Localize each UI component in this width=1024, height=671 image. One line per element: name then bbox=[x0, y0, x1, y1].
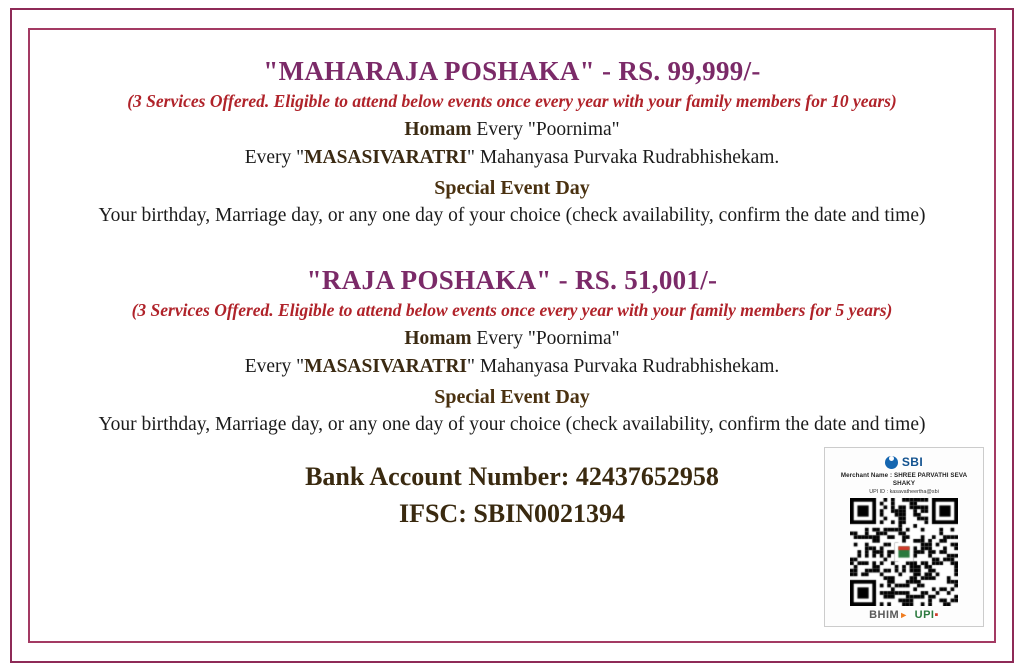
homam-label: Homam bbox=[404, 327, 472, 349]
package-block-raja bbox=[48, 265, 976, 437]
masasivaratri-prefix: Every " bbox=[244, 147, 305, 169]
bank-account-number: Bank Account Number: 42437652958 bbox=[305, 461, 719, 491]
masasivaratri-label: MASASIVARATRI bbox=[304, 356, 467, 378]
masasivaratri-suffix: " Mahanyasa Purvaka Rudrabhishekam. bbox=[467, 356, 780, 378]
upi-logo-icon: UPI▪ bbox=[914, 608, 939, 621]
masasivaratri-label: MASASIVARATRI bbox=[304, 147, 467, 169]
section-spacer bbox=[48, 231, 976, 259]
upi-qr-card bbox=[824, 447, 984, 627]
package-subtitle: (3 Services Offered. Eligible to attend below events once every year with your family members for 10 years) bbox=[127, 91, 897, 112]
sbi-logo-icon bbox=[885, 456, 898, 469]
special-event-detail: Your birthday, Marriage day, or any one day of your choice (check availability, confirm the date and time) bbox=[98, 204, 926, 226]
masasivaratri-suffix: " Mahanyasa Purvaka Rudrabhishekam. bbox=[467, 147, 780, 169]
bhim-logo-icon: BHIM► bbox=[869, 608, 909, 621]
merchant-name: Merchant Name : SHREE PARVATHI SEVA SHAKY bbox=[840, 472, 968, 488]
payment-marks bbox=[831, 609, 977, 621]
homam-detail: Every "Poornima" bbox=[471, 118, 620, 140]
qr-canvas bbox=[850, 498, 958, 606]
package-service-line-2 bbox=[48, 354, 976, 379]
flyer-content bbox=[34, 34, 990, 637]
homam-detail: Every "Poornima" bbox=[471, 327, 620, 349]
package-subtitle: (3 Services Offered. Eligible to attend below events once every year with your family members for 5 years) bbox=[131, 300, 893, 320]
special-event-detail: Your birthday, Marriage day, or any one day of your choice (check availability, confirm the date and time) bbox=[98, 413, 926, 435]
package-block-maharaja bbox=[48, 56, 976, 228]
package-service-line-2 bbox=[48, 145, 976, 170]
package-service-line-1 bbox=[48, 117, 976, 142]
sbi-bank-name: SBI bbox=[901, 455, 924, 469]
package-title: "RAJA POSHAKA" - RS. 51,001/- bbox=[306, 264, 718, 295]
special-event-heading: Special Event Day bbox=[434, 176, 590, 199]
package-service-line-1 bbox=[48, 326, 976, 351]
upi-id: UPI ID : kasavatheertha@sbi bbox=[869, 488, 939, 495]
package-title: "MAHARAJA POSHAKA" - RS. 99,999/- bbox=[263, 56, 761, 86]
bank-ifsc-code: IFSC: SBIN0021394 bbox=[398, 499, 626, 528]
special-event-heading: Special Event Day bbox=[434, 385, 590, 408]
masasivaratri-prefix: Every " bbox=[244, 356, 305, 378]
sbi-header bbox=[831, 455, 977, 469]
homam-label: Homam bbox=[404, 118, 472, 140]
qr-code-image bbox=[850, 498, 958, 606]
